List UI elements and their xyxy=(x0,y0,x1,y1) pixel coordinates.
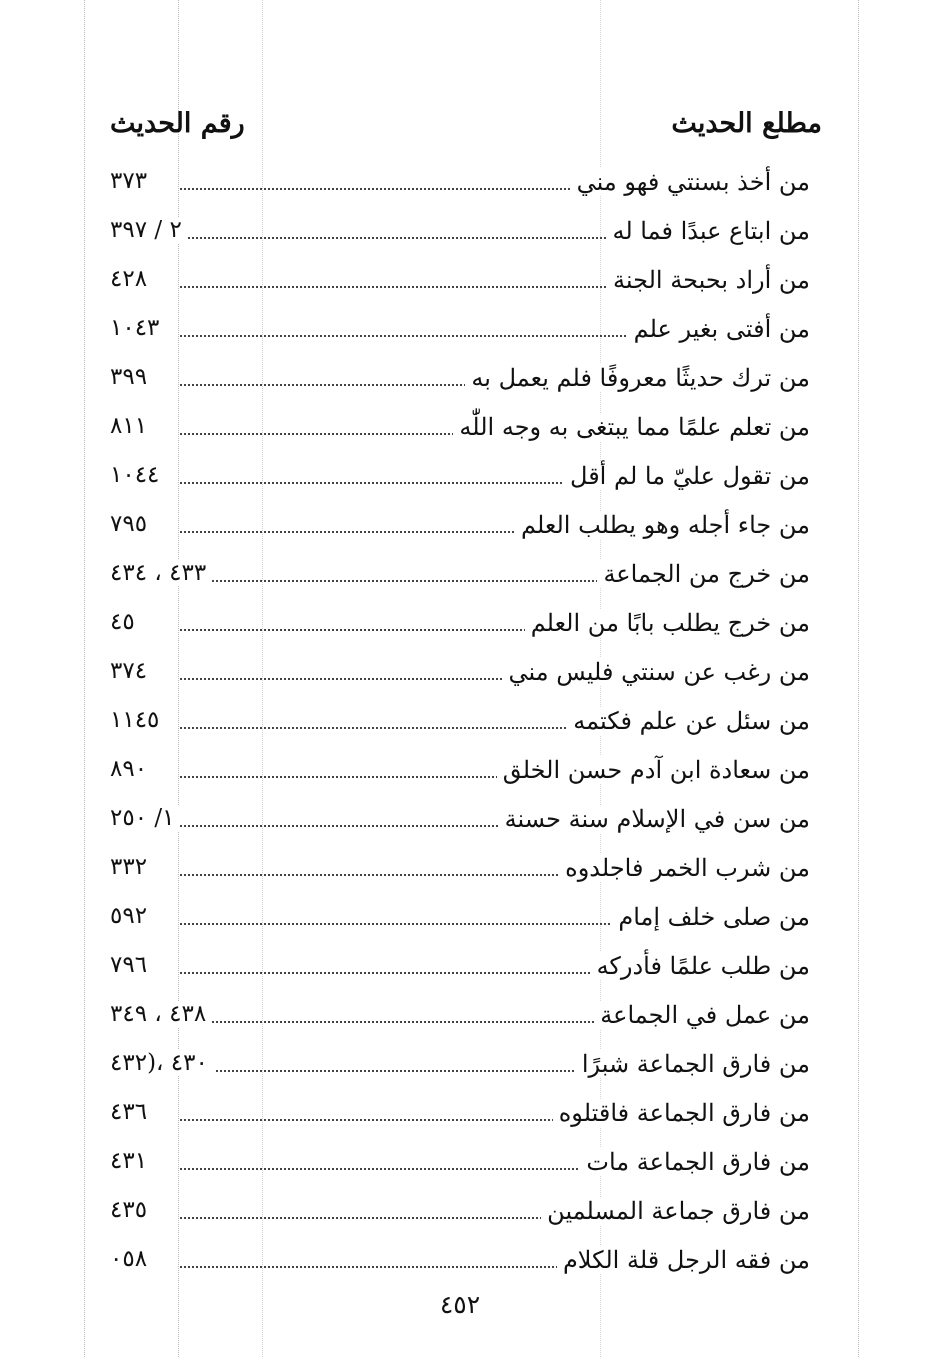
hadith-number: ٠٥٨ xyxy=(110,1246,153,1272)
hadith-opening-text: من أخذ بسنتي فهو مني xyxy=(571,168,810,196)
index-entry xyxy=(110,797,810,846)
hadith-number: ٣٩٩ xyxy=(110,364,153,390)
index-entry xyxy=(110,1189,810,1238)
index-entry xyxy=(110,405,810,454)
dot-leader xyxy=(180,1168,630,1170)
scan-guide-line xyxy=(858,0,859,1357)
hadith-number: ٥٩٢ xyxy=(110,903,153,929)
hadith-number: ٣٣٢ xyxy=(110,854,153,880)
hadith-number: ٢ / ٣٩٧ xyxy=(110,217,188,243)
hadith-number: ٤٢٨ xyxy=(110,266,153,292)
dot-leader xyxy=(180,1021,630,1023)
hadith-number: ٤٣٥ xyxy=(110,1197,153,1223)
index-entry xyxy=(110,356,810,405)
index-entry xyxy=(110,258,810,307)
hadith-number: ١/ ٢٥٠ xyxy=(110,805,180,831)
hadith-opening-text: من فقه الرجل قلة الكلام xyxy=(557,1246,810,1274)
hadith-opening-text: من أراد بحبحة الجنة xyxy=(607,266,810,294)
index-entry xyxy=(110,552,810,601)
hadith-opening-text: من فارق الجماعة فاقتلوه xyxy=(553,1099,810,1127)
hadith-opening-text: من عمل في الجماعة xyxy=(594,1001,810,1029)
hadith-number: ٤٣١ xyxy=(110,1148,153,1174)
hadith-opening-text: من ابتاع عبدًا فما له xyxy=(606,217,810,245)
index-entry xyxy=(110,160,810,209)
dot-leader xyxy=(180,972,630,974)
dot-leader xyxy=(180,923,630,925)
hadith-opening-text: من خرج يطلب بابًا من العلم xyxy=(525,609,810,637)
hadith-number: ٧٩٦ xyxy=(110,952,153,978)
hadith-number-column-heading: رقم الحديث xyxy=(110,108,245,139)
index-entry xyxy=(110,699,810,748)
hadith-number: ٤٣٨ ، ٣٤٩ xyxy=(110,1001,212,1027)
hadith-opening-text: من تعلم علمًا مما يبتغى به وجه اللّٰه xyxy=(453,413,810,441)
index-entry xyxy=(110,1238,810,1287)
index-header xyxy=(110,108,822,152)
index-entry xyxy=(110,895,810,944)
hadith-number: ٣٧٤ xyxy=(110,658,153,684)
index-entry xyxy=(110,1140,810,1189)
hadith-opening-text: من سعادة ابن آدم حسن الخلق xyxy=(497,756,810,784)
index-entry xyxy=(110,209,810,258)
dot-leader xyxy=(180,1070,630,1072)
hadith-opening-text: من سئل عن علم فكتمه xyxy=(567,707,810,735)
scan-guide-line xyxy=(84,0,85,1357)
hadith-opening-text: من سن في الإسلام سنة حسنة xyxy=(499,805,810,833)
hadith-opening-column-heading: مطلع الحديث xyxy=(671,108,822,139)
hadith-opening-text: من رغب عن سنتي فليس مني xyxy=(502,658,810,686)
index-entry xyxy=(110,1091,810,1140)
hadith-opening-text: من خرج من الجماعة xyxy=(597,560,810,588)
hadith-index-list xyxy=(110,160,810,1287)
hadith-number: ٨٩٠ xyxy=(110,756,153,782)
hadith-number: ٤٣٠ ،(٤٣٢ xyxy=(110,1050,214,1076)
hadith-number: ١١٤٥ xyxy=(110,707,165,733)
index-entry xyxy=(110,307,810,356)
index-entry xyxy=(110,454,810,503)
page-number: ٤٥٢ xyxy=(439,1290,481,1319)
hadith-number: ٤٣٣ ، ٤٣٤ xyxy=(110,560,212,586)
hadith-number: ١٠٤٤ xyxy=(110,462,165,488)
dot-leader xyxy=(180,727,630,729)
hadith-number: ١٠٤٣ xyxy=(110,315,165,341)
hadith-opening-text: من أفتى بغير علم xyxy=(628,315,810,343)
hadith-opening-text: من ترك حديثًا معروفًا فلم يعمل به xyxy=(465,364,810,392)
index-entry xyxy=(110,993,810,1042)
hadith-opening-text: من طلب علمًا فأدركه xyxy=(591,952,810,980)
hadith-opening-text: من فارق الجماعة مات xyxy=(580,1148,810,1176)
index-entry xyxy=(110,846,810,895)
dot-leader xyxy=(180,482,630,484)
hadith-opening-text: من فارق الجماعة شبرًا xyxy=(576,1050,810,1078)
dot-leader xyxy=(180,286,630,288)
hadith-number: ٣٧٣ xyxy=(110,168,153,194)
hadith-number: ٨١١ xyxy=(110,413,153,439)
index-entry xyxy=(110,601,810,650)
hadith-number: ٧٩٥ xyxy=(110,511,153,537)
hadith-opening-text: من فارق جماعة المسلمين xyxy=(541,1197,810,1225)
index-entry xyxy=(110,748,810,797)
index-entry xyxy=(110,503,810,552)
dot-leader xyxy=(180,237,630,239)
hadith-number: ٤٥ xyxy=(110,609,141,635)
index-entry xyxy=(110,650,810,699)
dot-leader xyxy=(180,335,630,337)
hadith-opening-text: من تقول عليّ ما لم أقل xyxy=(564,462,810,490)
hadith-opening-text: من صلى خلف إمام xyxy=(612,903,810,931)
index-entry xyxy=(110,1042,810,1091)
hadith-number: ٤٣٦ xyxy=(110,1099,153,1125)
index-entry xyxy=(110,944,810,993)
hadith-opening-text: من جاء أجله وهو يطلب العلم xyxy=(515,511,810,539)
hadith-opening-text: من شرب الخمر فاجلدوه xyxy=(559,854,810,882)
dot-leader xyxy=(180,188,630,190)
dot-leader xyxy=(180,580,630,582)
